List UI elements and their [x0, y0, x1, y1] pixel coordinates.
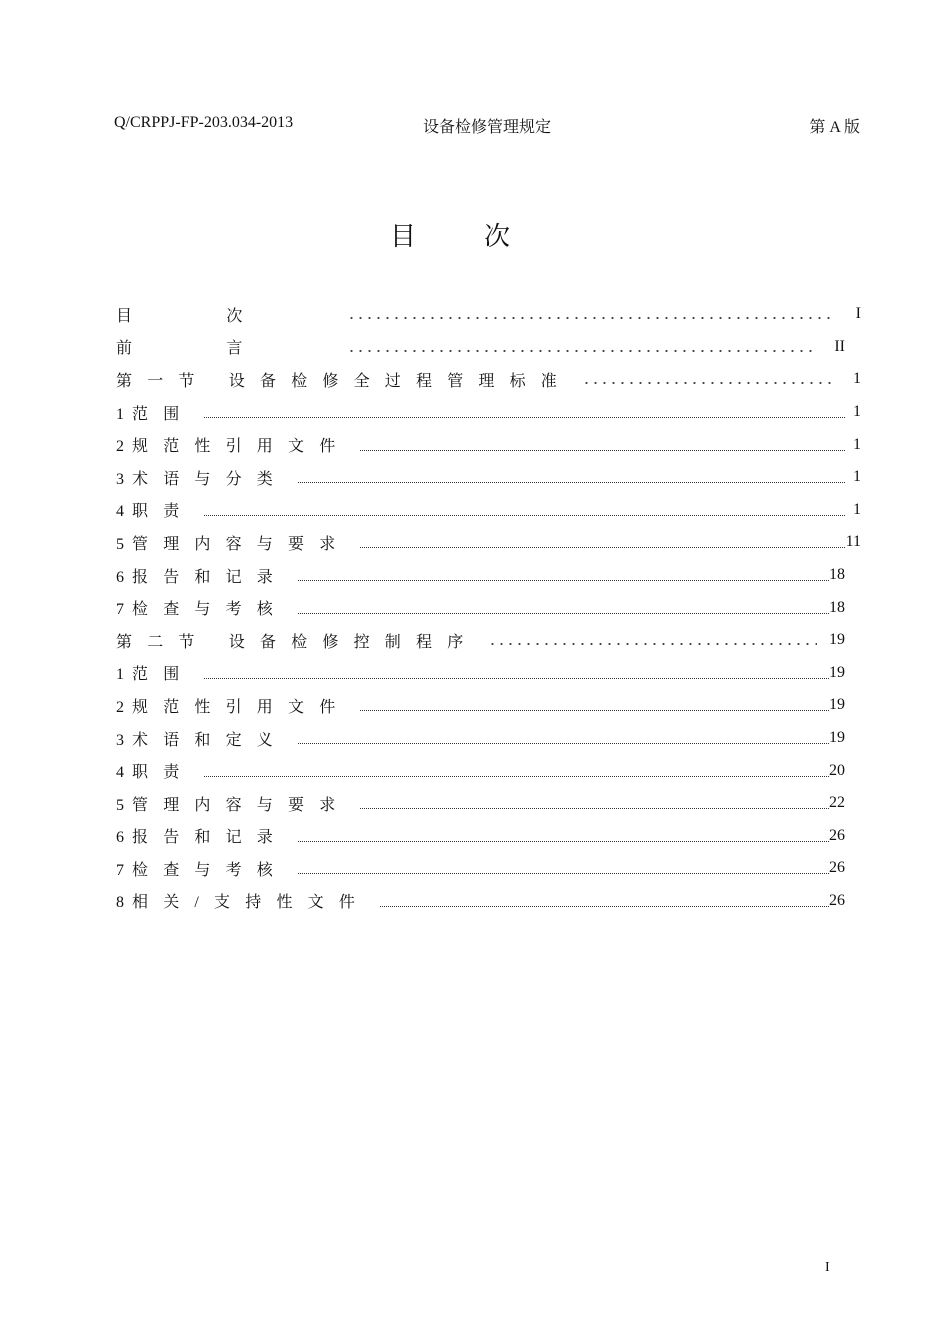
- toc-leader-dots: [360, 803, 829, 809]
- toc-entry-number: 4: [116, 503, 124, 521]
- toc-leader-dots: [360, 445, 845, 451]
- toc-leader-dots: [347, 310, 833, 320]
- toc-entry[interactable]: [116, 298, 861, 331]
- toc-entry-label: [116, 661, 194, 684]
- toc-entry-page: 1: [853, 500, 861, 518]
- toc-leader-dots: [380, 901, 829, 907]
- toc-entry[interactable]: [116, 396, 861, 429]
- toc-entry[interactable]: [116, 657, 861, 690]
- toc-entry-number: 2: [116, 698, 124, 716]
- toc-entry-page: 26: [829, 891, 845, 909]
- toc-leader-dots: [298, 836, 829, 842]
- toc-entry-page: 11: [845, 533, 861, 551]
- toc-entry-page: 19: [829, 696, 845, 714]
- toc-entry-number: 7: [116, 601, 124, 619]
- toc-entry-page: 26: [829, 859, 845, 877]
- toc-entry[interactable]: [116, 559, 861, 592]
- toc-leader-dots: [298, 868, 829, 874]
- toc-entry-text: 范围: [132, 666, 195, 684]
- toc-entry-label: [116, 596, 288, 619]
- toc-entry[interactable]: [116, 331, 861, 364]
- toc-entry[interactable]: [116, 526, 861, 559]
- toc-entry[interactable]: [116, 428, 861, 461]
- toc-entry-text: 术语和定义: [132, 731, 289, 749]
- toc-leader-dots: [298, 477, 845, 483]
- toc-entry-page: 26: [829, 826, 845, 844]
- toc-entry-text: 第二节 设备检修控制程序: [116, 633, 479, 651]
- toc-entry-number: 5: [116, 796, 124, 814]
- toc-entry-number: 1: [116, 666, 124, 684]
- toc-entry-label: [116, 629, 478, 652]
- toc-entry-label: [116, 824, 288, 847]
- toc-entry[interactable]: [116, 754, 861, 787]
- toc-entry-label: [116, 531, 350, 554]
- toc-entry-label: [116, 564, 288, 587]
- toc-entry-number: 1: [116, 405, 124, 423]
- toc-entry-page: 1: [853, 403, 861, 421]
- toc-entry-label: [116, 792, 350, 815]
- toc-leader-dots: [298, 738, 829, 744]
- toc-entry-label: [116, 303, 337, 326]
- toc-entry-text: 检查与考核: [132, 861, 289, 879]
- toc-entry-label: [116, 368, 572, 391]
- toc-entry[interactable]: [116, 689, 861, 722]
- toc-entry[interactable]: [116, 885, 861, 918]
- toc-entry-label: [116, 401, 194, 424]
- toc-entry-page: II: [834, 337, 845, 355]
- toc-entry-page: 19: [829, 631, 845, 649]
- toc-entry-label: [116, 335, 337, 358]
- toc-entry-text: 目次: [116, 307, 337, 325]
- toc-entry-number: 5: [116, 535, 124, 553]
- toc-entry-page: 19: [829, 729, 845, 747]
- toc-leader-dots: [347, 343, 817, 353]
- toc-entry[interactable]: [116, 722, 861, 755]
- toc-entry-page: 1: [853, 468, 861, 486]
- toc-entry-number: 2: [116, 438, 124, 456]
- document-code: Q/CRPPJ-FP-203.034-2013: [114, 114, 294, 131]
- toc-leader-dots: [360, 705, 829, 711]
- toc-entry-text: 前言: [116, 340, 337, 358]
- toc-heading: 目次: [389, 222, 578, 252]
- toc-entry-text: 相关/支持性文件: [132, 894, 371, 912]
- toc-entry-number: 6: [116, 568, 124, 586]
- toc-entry-text: 报告和记录: [132, 568, 289, 586]
- toc-entry-text: 第一节 设备检修全过程管理标准: [116, 372, 573, 390]
- document-title: 设备检修管理规定: [422, 119, 551, 136]
- toc-entry[interactable]: [116, 852, 861, 885]
- toc-entry-label: [116, 694, 350, 717]
- toc-entry[interactable]: [116, 494, 861, 527]
- toc-entry-page: 1: [853, 435, 861, 453]
- toc-entry-label: [116, 727, 288, 750]
- toc-entry[interactable]: [116, 820, 861, 853]
- toc-entry-text: 管理内容与要求: [132, 796, 351, 814]
- toc-entry-number: 6: [116, 829, 124, 847]
- toc-entry[interactable]: [116, 363, 861, 396]
- toc-leader-dots: [582, 375, 833, 385]
- toc-entry[interactable]: [116, 461, 861, 494]
- toc-entry-text: 报告和记录: [132, 829, 289, 847]
- toc-entry-number: 3: [116, 731, 124, 749]
- toc-entry-label: [116, 889, 370, 912]
- edition-label: 第 A 版: [809, 119, 860, 136]
- toc-entry-page: 20: [829, 761, 845, 779]
- toc-entry[interactable]: [116, 591, 861, 624]
- toc-entry-text: 检查与考核: [132, 601, 289, 619]
- toc-entry-text: 规范性引用文件: [132, 698, 351, 716]
- toc-entry-text: 术语与分类: [132, 470, 289, 488]
- toc-leader-dots: [204, 510, 845, 516]
- toc-leader-dots: [204, 673, 829, 679]
- toc-entry-label: [116, 759, 194, 782]
- page-number: I: [825, 1260, 830, 1275]
- toc-entry-page: 18: [829, 566, 845, 584]
- toc-leader-dots: [204, 412, 845, 418]
- toc-entry-label: [116, 433, 350, 456]
- toc-entry-text: 范围: [132, 405, 195, 423]
- toc-entry-page: 19: [829, 663, 845, 681]
- toc-entry-page: 18: [829, 598, 845, 616]
- toc-entry-text: 管理内容与要求: [132, 535, 351, 553]
- toc-entry-number: 4: [116, 764, 124, 782]
- toc-entry-page: 1: [853, 370, 861, 388]
- toc-entry-number: 8: [116, 894, 124, 912]
- toc-leader-dots: [298, 608, 829, 614]
- toc-entry[interactable]: [116, 787, 861, 820]
- toc-entry-text: 职责: [132, 764, 195, 782]
- toc-entry-text: 规范性引用文件: [132, 438, 351, 456]
- toc-entry-label: [116, 857, 288, 880]
- table-of-contents: [116, 298, 861, 917]
- toc-entry-label: [116, 498, 194, 521]
- toc-entry-label: [116, 466, 288, 489]
- toc-entry-text: 职责: [132, 503, 195, 521]
- toc-leader-dots: [204, 771, 829, 777]
- page-header: [114, 114, 860, 136]
- toc-entry[interactable]: [116, 624, 861, 657]
- toc-entry-number: 7: [116, 861, 124, 879]
- toc-leader-dots: [488, 636, 817, 646]
- toc-entry-number: 3: [116, 470, 124, 488]
- toc-entry-page: 22: [829, 794, 845, 812]
- toc-leader-dots: [298, 575, 829, 581]
- toc-leader-dots: [360, 542, 845, 548]
- toc-entry-page: I: [855, 305, 861, 323]
